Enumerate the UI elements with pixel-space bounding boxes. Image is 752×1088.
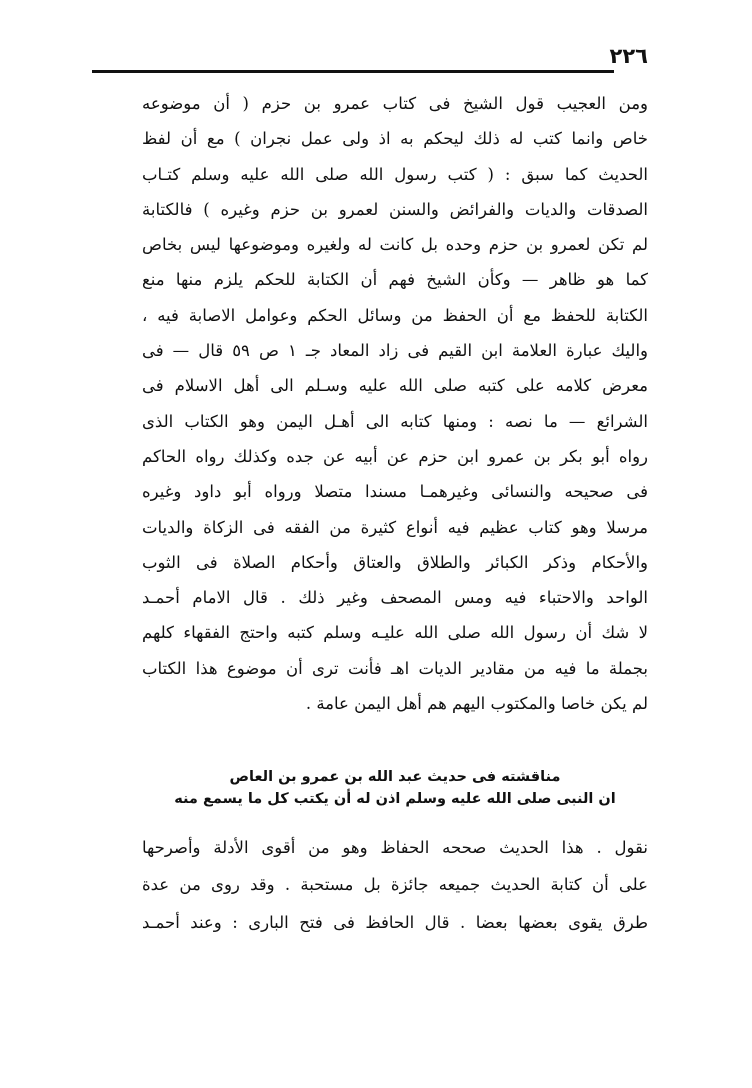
section-heading bbox=[142, 766, 648, 810]
text-line: ومن العجيب قول الشيخ فى كتاب عمرو بن حزم ( أن موضوعه bbox=[142, 94, 648, 113]
text-line: بجملة ما فيه من مقادير الديات اهـ فأنت ترى أن موضوع هذا الكتاب bbox=[142, 658, 648, 678]
text-line: كما هو ظاهر — وكأن الشيخ فهم أن الكتابة للحكم يلزم منها منع bbox=[142, 270, 648, 290]
text-line: واليك عبارة العلامة ابن القيم فى زاد المعاد جـ ١ ص ٥٩ قال — فى bbox=[142, 341, 648, 361]
text-line: الشرائع — ما نصه : ومنها كتابه الى أهـل اليمن وهو الكتاب الذى bbox=[142, 411, 648, 431]
text-line: رواه أبو بكر بن عمرو ابن حزم عن أبيه عن جده وكذلك رواه الحاكم bbox=[142, 446, 648, 466]
text-line: مرسلا وهو كتاب عظيم فيه أنواع كثيرة من الفقه فى الزكاة والديات bbox=[142, 517, 648, 537]
text-line: الحديث كما سبق : ( كتب رسول الله صلى الله عليه وسلم كتـاب bbox=[142, 164, 648, 184]
text-line: الصدقات والديات والفرائض والسنن لعمرو بن حزم وغيره ) فالكتابة bbox=[142, 199, 648, 219]
paragraph-1 bbox=[142, 86, 648, 721]
text-line: خاص وانما كتب له ذلك ليحكم به اذ ولى عمل نجران ) مع أن لفظ bbox=[142, 129, 648, 149]
paragraph-2 bbox=[142, 829, 648, 941]
page-number: ٢٢٦ bbox=[609, 44, 648, 68]
text-line: فى صحيحه والنسائى وغيرهمـا مسندا متصلا ورواه أبو داود وغيره bbox=[142, 482, 648, 502]
section-heading-line-1: مناقشته فى حديث عبد الله بن عمرو بن العاص bbox=[229, 769, 561, 785]
text-line: الواحد والاحتباء فيه ومس المصحف وغير ذلك . قال الامام أحمـد bbox=[142, 588, 648, 608]
text-line: طرق يقوى بعضها بعضا . قال الحافظ فى فتح البارى : وعند أحمـد bbox=[142, 912, 648, 932]
text-line: والأحكام وذكر الكبائر والطلاق والعتاق وأحكام الصلاة فى الثوب bbox=[142, 552, 648, 572]
text-line: الكتابة للحفظ مع أن الحفظ من وسائل الحكم وعوامل الاصابة فيه ، bbox=[142, 305, 648, 325]
text-line: لا شك أن رسول الله صلى الله عليـه وسلم كتبه واحتج الفقهاء كلهم bbox=[142, 623, 648, 643]
text-line: نقول . هذا الحديث صححه الحفاظ وهو من أقوى الأدلة وأصرحها bbox=[142, 838, 648, 857]
section-heading-line-2: ان النبى صلى الله عليه وسلم اذن له أن يكتب كل ما يسمع منه bbox=[174, 791, 616, 807]
text-line: لم تكن لعمرو بن حزم وحده بل كانت له ولغيره وموضوعها ليس بخاص bbox=[142, 235, 648, 255]
text-line: على أن كتابة الحديث جميعه جائزة بل مستحبة . وقد روى من عدة bbox=[142, 875, 648, 895]
header-rule bbox=[92, 70, 614, 73]
text-line: معرض كلامه على كتبه صلى الله عليه وسـلم الى أهل الاسلام فى bbox=[142, 376, 648, 396]
text-line: لم يكن خاصا والمكتوب اليهم هم أهل اليمن عامة . bbox=[305, 694, 648, 714]
